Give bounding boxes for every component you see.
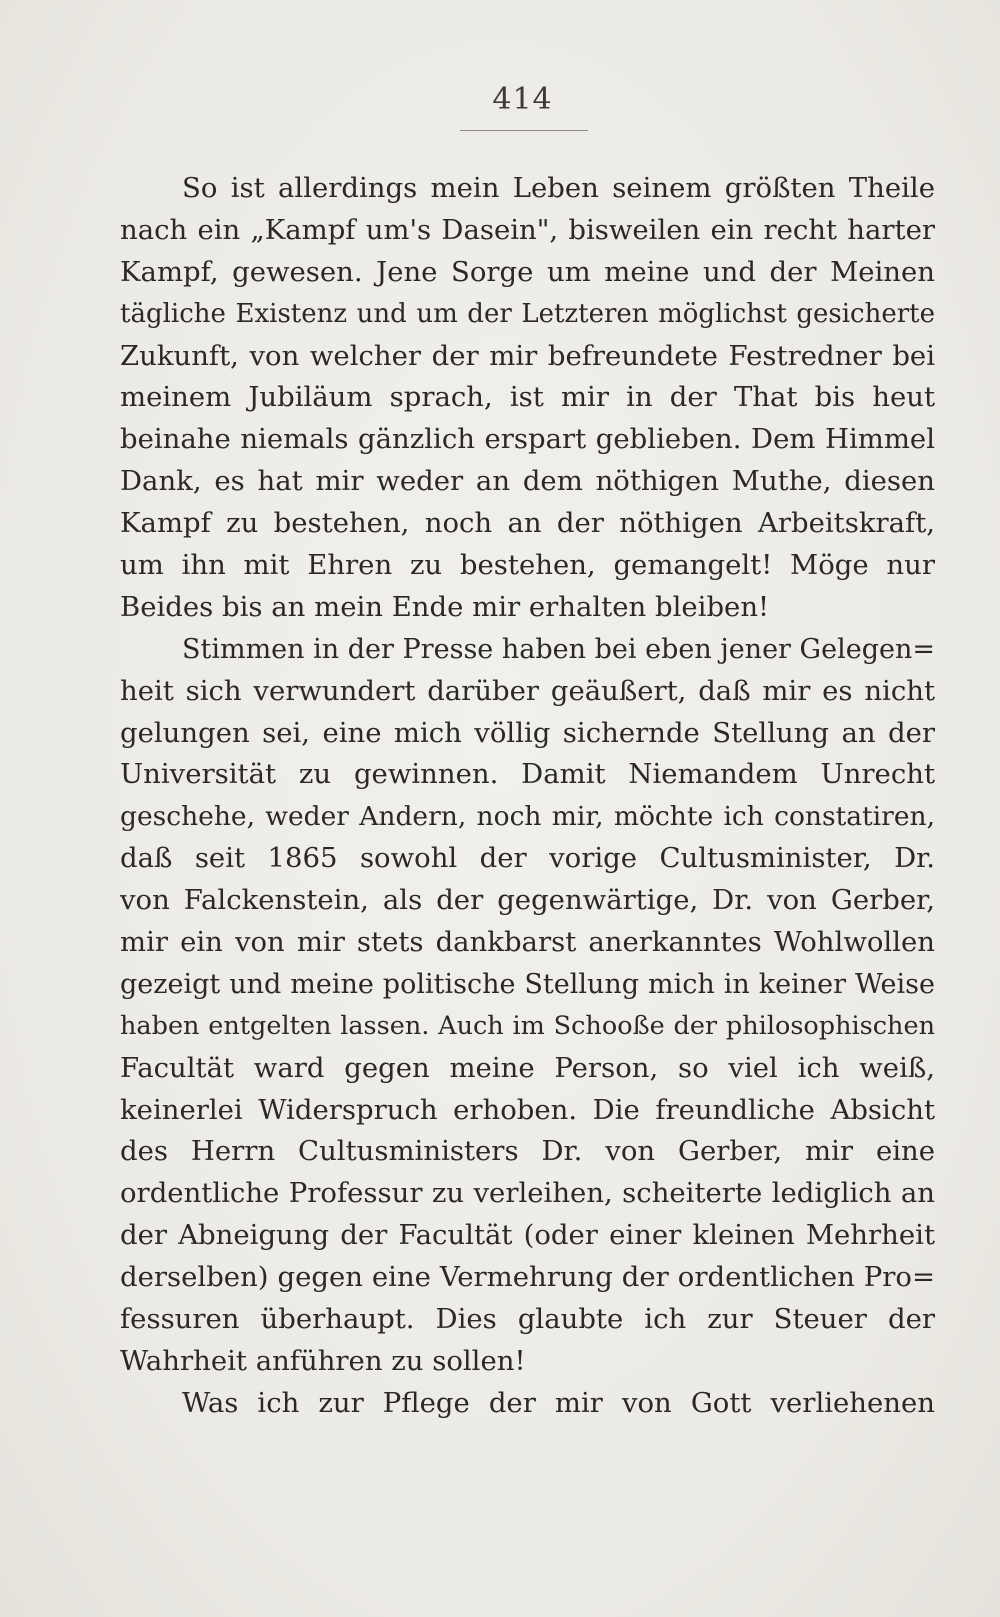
text-line: Dank, es hat mir weder an dem nöthigen Muthe, diesen bbox=[120, 465, 935, 498]
text-line: Universität zu gewinnen. Damit Niemandem Unrecht bbox=[120, 758, 935, 791]
text-line: derselben) gegen eine Vermehrung der ordentlichen Pro= bbox=[120, 1261, 935, 1294]
text-line: gezeigt und meine politische Stellung mich in keiner Weise bbox=[120, 968, 935, 1000]
text-line: der Abneigung der Facultät (oder einer kleinen Mehrheit bbox=[120, 1219, 935, 1252]
text-line: So ist allerdings mein Leben seinem größten Theile bbox=[182, 172, 935, 204]
header-rule bbox=[460, 130, 588, 131]
text-line: Zukunft, von welcher der mir befreundete Festredner bei bbox=[120, 339, 935, 372]
text-line: meinem Jubiläum sprach, ist mir in der That bis heut bbox=[120, 381, 935, 414]
text-line: Kampf, gewesen. Jene Sorge um meine und der Meinen bbox=[120, 255, 935, 288]
text-line: ordentliche Professur zu verleihen, scheiterte lediglich an bbox=[120, 1177, 935, 1210]
text-line: Wahrheit anführen zu sollen! bbox=[120, 1344, 526, 1377]
text-line: Beides bis an mein Ende mir erhalten bleiben! bbox=[120, 590, 770, 623]
page-number: 414 bbox=[492, 82, 553, 117]
text-line: keinerlei Widerspruch erhoben. Die freundliche Absicht bbox=[120, 1093, 935, 1126]
text-line: daß seit 1865 sowohl der vorige Cultusminister, Dr. bbox=[120, 842, 935, 875]
text-line: tägliche Existenz und um der Letzteren möglichst gesicherte bbox=[120, 298, 935, 329]
text-line: geschehe, weder Andern, noch mir, möchte ich constatiren, bbox=[120, 801, 935, 833]
text-line: gelungen sei, eine mich völlig sichernde Stellung an der bbox=[120, 716, 935, 749]
text-line: heit sich verwundert darüber geäußert, daß mir es nicht bbox=[120, 674, 935, 707]
text-line: mir ein von mir stets dankbarst anerkanntes Wohlwollen bbox=[120, 926, 935, 959]
text-line: Kampf zu bestehen, noch an der nöthigen Arbeitskraft, bbox=[120, 507, 935, 540]
text-line: beinahe niemals gänzlich erspart geblieben. Dem Himmel bbox=[120, 423, 935, 456]
text-line: des Herrn Cultusministers Dr. von Gerber, mir eine bbox=[120, 1135, 935, 1168]
body-text bbox=[120, 168, 935, 1425]
text-line: von Falckenstein, als der gegenwärtige, Dr. von Gerber, bbox=[120, 884, 935, 917]
text-line: nach ein „Kampf um's Dasein", bisweilen ein recht harter bbox=[120, 213, 935, 246]
text-line: haben entgelten lassen. Auch im Schooße der philosophischen bbox=[120, 1010, 935, 1041]
text-line: um ihn mit Ehren zu bestehen, gemangelt! Möge nur bbox=[120, 549, 935, 582]
text-line: Stimmen in der Presse haben bei eben jener Gelegen= bbox=[182, 633, 935, 665]
text-line: fessuren überhaupt. Dies glaubte ich zur Steuer der bbox=[120, 1303, 935, 1336]
text-line: Was ich zur Pflege der mir von Gott verliehenen bbox=[182, 1386, 935, 1419]
text-line: Facultät ward gegen meine Person, so viel ich weiß, bbox=[120, 1051, 935, 1084]
